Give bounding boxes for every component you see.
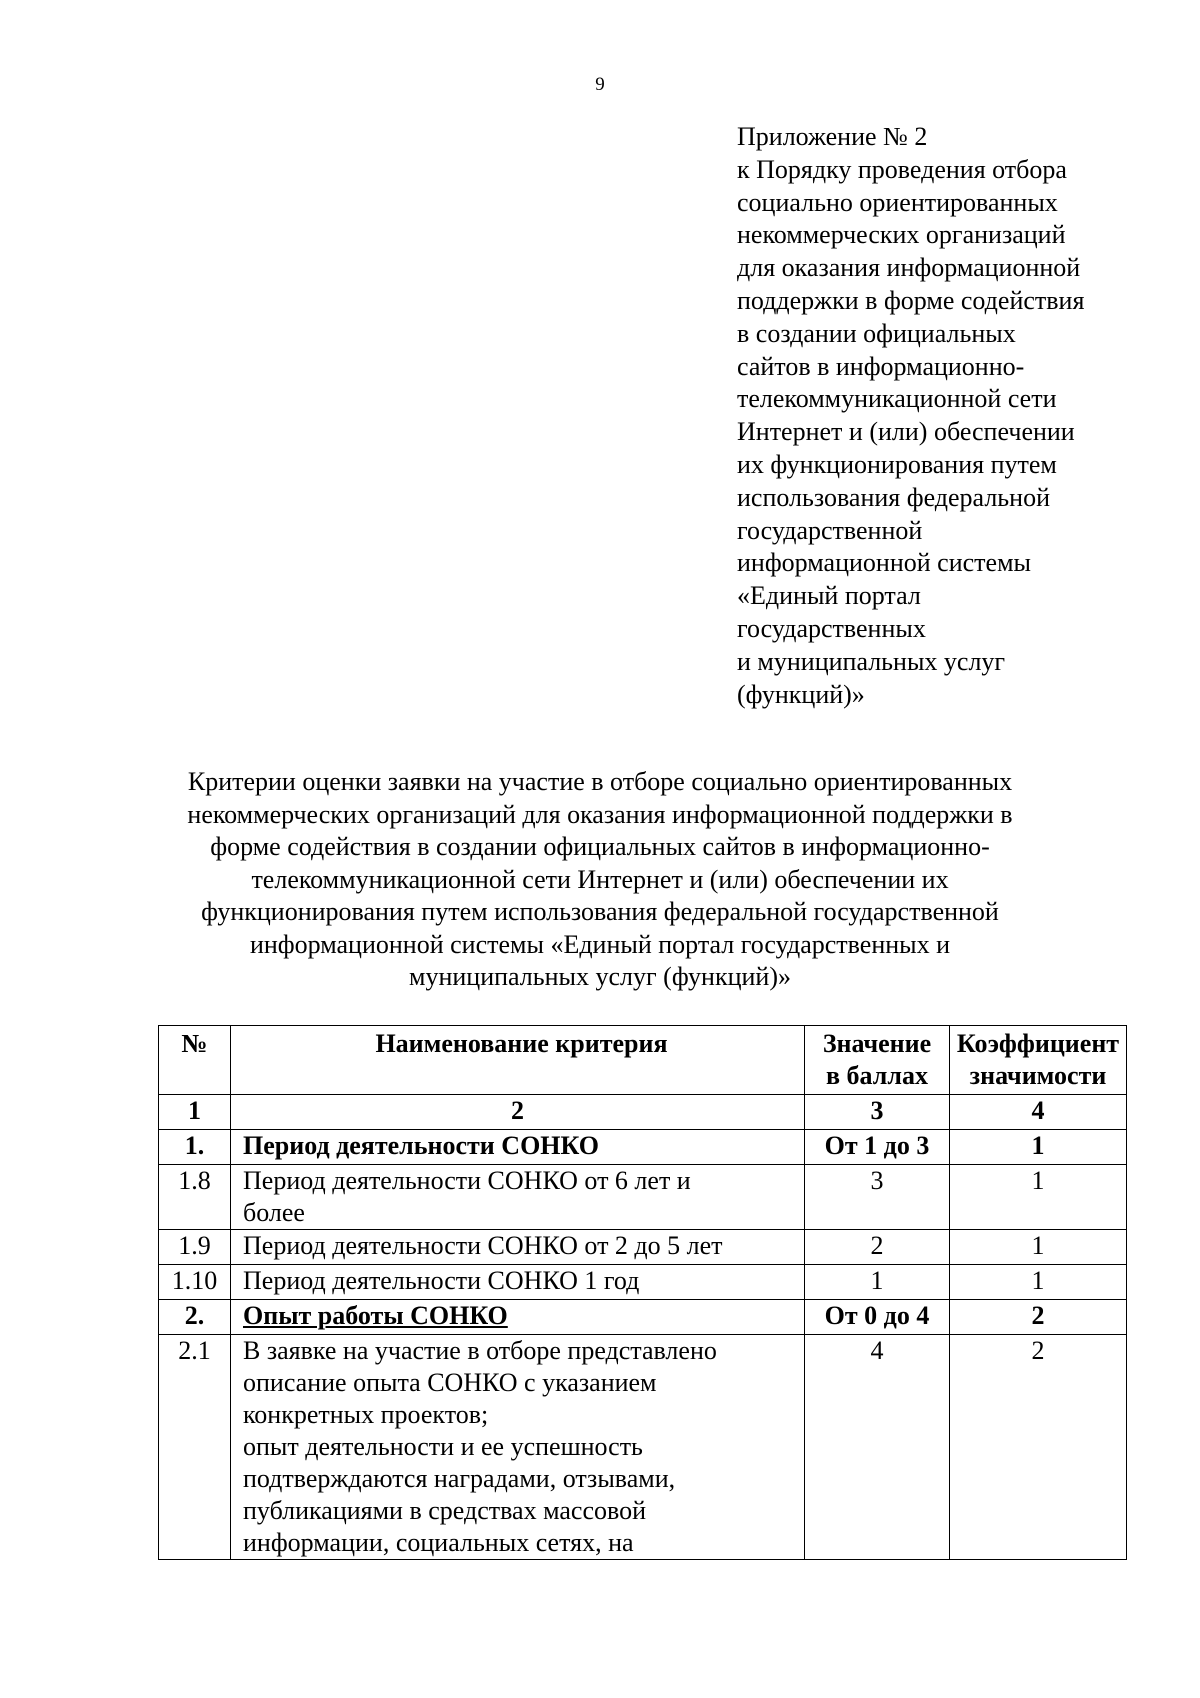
criteria-title-line: муниципальных услуг (функций)» bbox=[409, 962, 791, 991]
row-num: 1. bbox=[159, 1130, 231, 1165]
table-row bbox=[159, 1335, 1127, 1560]
appendix-line: к Порядку проведения отбора bbox=[737, 154, 1067, 184]
table-header-row bbox=[159, 1026, 1127, 1095]
row-name: Период деятельности СОНКО bbox=[231, 1130, 805, 1165]
header-coef: Коэффициент значимости bbox=[950, 1026, 1127, 1095]
table-row bbox=[159, 1300, 1127, 1335]
criteria-title bbox=[150, 766, 1050, 994]
row-score: От 1 до 3 bbox=[805, 1130, 950, 1165]
column-number: 1 bbox=[159, 1095, 231, 1130]
row-num: 1.10 bbox=[159, 1265, 231, 1300]
appendix-line: Приложение № 2 bbox=[737, 122, 928, 151]
header-score: Значение в баллах bbox=[805, 1026, 950, 1095]
column-number: 4 bbox=[950, 1095, 1127, 1130]
row-score: 2 bbox=[805, 1230, 950, 1265]
appendix-line: государственных bbox=[737, 613, 926, 643]
appendix-line: телекоммуникационной сети bbox=[737, 384, 1057, 414]
column-number: 3 bbox=[805, 1095, 950, 1130]
column-number-row bbox=[159, 1095, 1127, 1130]
row-score: 1 bbox=[805, 1265, 950, 1300]
criteria-title-line: телекоммуникационной сети Интернет и (или) обеспечении их bbox=[251, 864, 949, 894]
criteria-table bbox=[158, 1025, 1127, 1560]
criteria-title-line: форме содействия в создании официальных сайтов в информационно- bbox=[210, 832, 990, 861]
appendix-line: некоммерческих организаций bbox=[737, 220, 1066, 250]
column-number: 2 bbox=[231, 1095, 805, 1130]
row-name: Период деятельности СОНКО от 2 до 5 лет bbox=[231, 1230, 805, 1265]
criteria-title-line: функционирования путем использования федеральной государственной bbox=[201, 897, 999, 926]
row-coef: 1 bbox=[950, 1230, 1127, 1265]
appendix-line: их функционирования путем bbox=[737, 449, 1057, 479]
appendix-line: (функций)» bbox=[737, 679, 865, 709]
row-coef: 1 bbox=[950, 1165, 1127, 1230]
row-coef: 2 bbox=[950, 1300, 1127, 1335]
appendix-line: социально ориентированных bbox=[737, 187, 1058, 217]
appendix-line: и муниципальных услуг bbox=[737, 646, 1006, 676]
row-name: Опыт работы СОНКО bbox=[231, 1300, 805, 1335]
row-score: От 0 до 4 bbox=[805, 1300, 950, 1335]
row-coef: 1 bbox=[950, 1130, 1127, 1165]
row-num: 1.9 bbox=[159, 1230, 231, 1265]
appendix-line: использования федеральной bbox=[737, 482, 1050, 512]
row-score: 3 bbox=[805, 1165, 950, 1230]
table-row bbox=[159, 1230, 1127, 1265]
appendix-line: сайтов в информационно- bbox=[737, 351, 1025, 381]
table-row bbox=[159, 1165, 1127, 1230]
criteria-title-line: некоммерческих организаций для оказания информационной поддержки в bbox=[187, 799, 1013, 829]
page-number: 9 bbox=[595, 74, 605, 95]
row-name: Период деятельности СОНКО от 6 лет и более bbox=[231, 1165, 805, 1230]
criteria-title-line: информационной системы «Единый портал государственных и bbox=[249, 929, 951, 959]
appendix-line: «Единый портал bbox=[737, 581, 921, 611]
row-score: 4 bbox=[805, 1335, 950, 1560]
appendix-line: для оказания информационной bbox=[737, 253, 1081, 283]
header-num: № bbox=[159, 1026, 231, 1095]
row-num: 1.8 bbox=[159, 1165, 231, 1230]
table-row bbox=[159, 1265, 1127, 1300]
appendix-line: информационной системы bbox=[737, 548, 1031, 578]
header-name: Наименование критерия bbox=[231, 1026, 805, 1095]
row-coef: 2 bbox=[950, 1335, 1127, 1560]
appendix-header bbox=[737, 121, 1177, 711]
criteria-title-line: Критерии оценки заявки на участие в отборе социально ориентированных bbox=[187, 767, 1013, 796]
appendix-line: Интернет и (или) обеспечении bbox=[737, 417, 1075, 447]
row-name: В заявке на участие в отборе представлено описание опыта СОНКО с указанием конкретных проектов; опыт деятельности и ее успешность подтверждаются наградами, отзывами, публикациями в средствах массовой информации, социальных сетях, на bbox=[231, 1335, 805, 1560]
row-coef: 1 bbox=[950, 1265, 1127, 1300]
appendix-line: поддержки в форме содействия bbox=[737, 285, 1085, 315]
row-num: 2. bbox=[159, 1300, 231, 1335]
table-row bbox=[159, 1130, 1127, 1165]
appendix-line: государственной bbox=[737, 515, 923, 545]
row-name: Период деятельности СОНКО 1 год bbox=[231, 1265, 805, 1300]
appendix-line: в создании официальных bbox=[737, 318, 1016, 348]
row-num: 2.1 bbox=[159, 1335, 231, 1560]
